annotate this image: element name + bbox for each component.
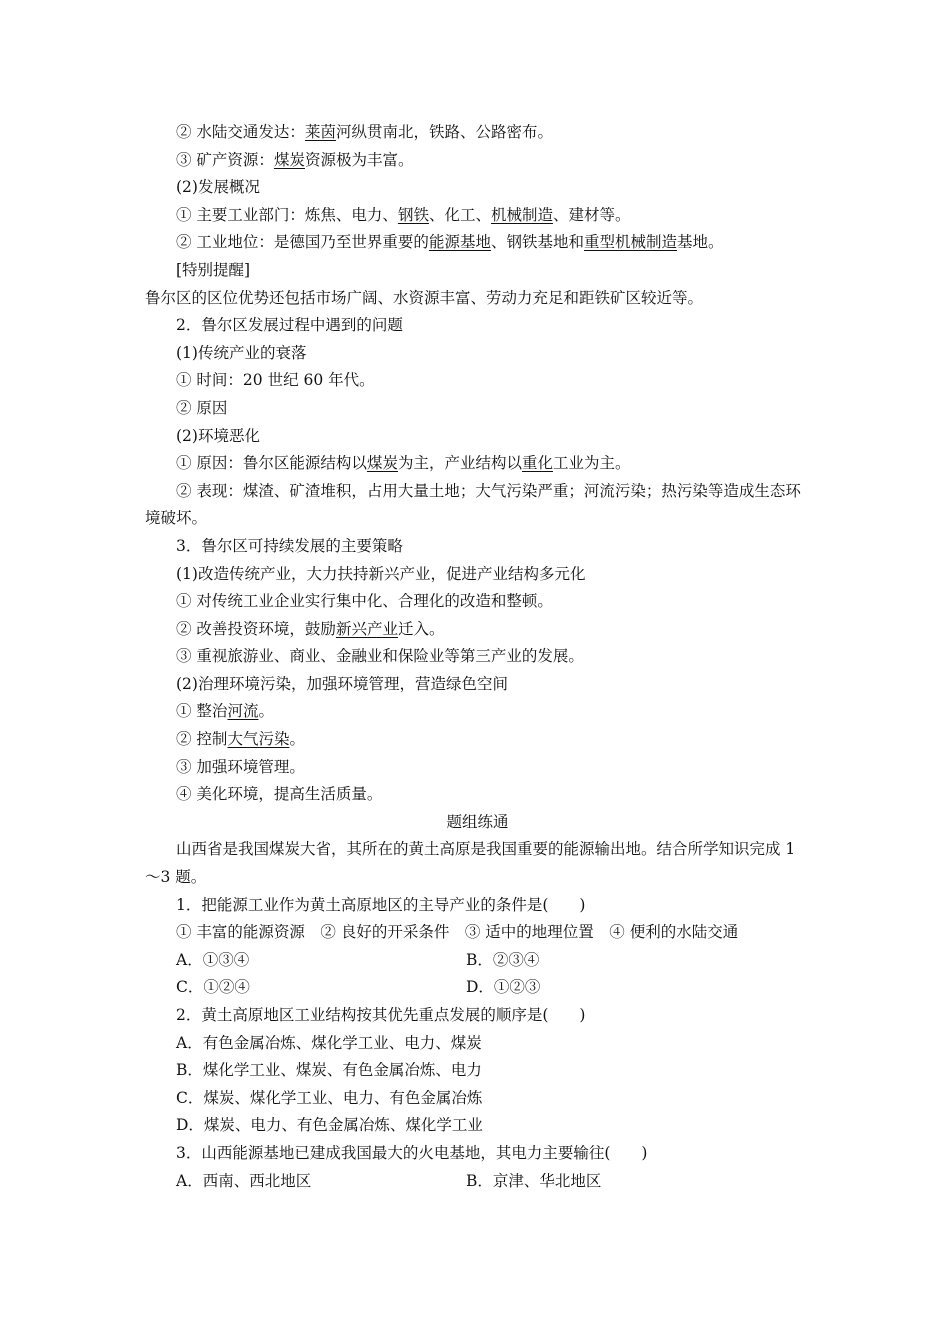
section-subheading: (1)传统产业的衰落 xyxy=(176,343,307,362)
fill-blank-answer: 莱茵 xyxy=(304,123,336,141)
text-line-env-effects: ② 表现：煤渣、矿渣堆积，占用大量土地；大气污染严重；河流污染；热污染等造成生态环境破坏。 xyxy=(145,481,801,528)
section-subheading: (2)治理环境污染，加强环境管理，营造绿色空间 xyxy=(176,674,508,693)
text-line-strategy: ② 改善投资环境，鼓励新兴产业迁入。 xyxy=(176,619,445,638)
exercise-heading: 题组练通 xyxy=(446,812,509,831)
fill-blank-answer: 新兴产业 xyxy=(335,619,398,638)
section-heading-strategies: 3．鲁尔区可持续发展的主要策略 xyxy=(176,536,403,555)
option-b[interactable]: B．煤化学工业、煤炭、有色金属冶炼、电力 xyxy=(176,1061,482,1080)
section-subheading: (1)改造传统产业，大力扶持新兴产业，促进产业结构多元化 xyxy=(176,564,586,583)
option-a[interactable]: A．有色金属冶炼、煤化学工业、电力、煤炭 xyxy=(176,1033,482,1052)
question-1-options-row xyxy=(145,947,810,975)
question-3-options-row xyxy=(145,1168,810,1196)
fill-blank-answer: 机械制造 xyxy=(490,205,553,224)
section-heading-problems: 2．鲁尔区发展过程中遇到的问题 xyxy=(176,316,403,335)
text-line-industries: ① 主要工业部门：炼焦、电力、钢铁、化工、机械制造、建材等。 xyxy=(176,205,631,224)
option-a[interactable]: A．①③④ xyxy=(176,950,250,969)
text-line-strategy: ③ 重视旅游业、商业、金融业和保险业等第三产业的发展。 xyxy=(176,647,584,666)
section-subheading: (2)发展概况 xyxy=(176,178,260,197)
fill-blank-answer: 能源基地 xyxy=(428,233,491,252)
option-d[interactable]: D．煤炭、电力、有色金属冶炼、煤化学工业 xyxy=(176,1116,483,1135)
text-line-time: ① 时间：20 世纪 60 年代。 xyxy=(176,371,375,390)
fill-blank-answer: 钢铁 xyxy=(397,205,429,224)
question-3-stem: 3．山西能源基地已建成我国最大的火电基地，其电力主要输往( ) xyxy=(176,1143,648,1162)
section-subheading: (2)环境恶化 xyxy=(176,426,260,445)
text-line-strategy: ② 控制大气污染。 xyxy=(176,730,305,749)
text-line-strategy: ① 整治河流。 xyxy=(176,702,274,721)
question-1-conditions: ① 丰富的能源资源 ② 良好的开采条件 ③ 适中的地理位置 ④ 便利的水陆交通 xyxy=(176,923,739,942)
text-line-reason: ② 原因 xyxy=(176,398,228,417)
fill-blank-answer: 煤炭 xyxy=(366,454,398,473)
document-page xyxy=(145,119,810,1195)
option-c[interactable]: C．煤炭、煤化学工业、电力、有色金属冶炼 xyxy=(176,1088,483,1107)
text-line-strategy: ④ 美化环境，提高生活质量。 xyxy=(176,785,383,804)
option-d[interactable]: D．①②③ xyxy=(466,978,541,997)
text-line-minerals: ③ 矿产资源：煤炭资源极为丰富。 xyxy=(176,150,414,169)
text-line-strategy: ③ 加强环境管理。 xyxy=(176,757,305,776)
fill-blank-answer: 大气污染 xyxy=(227,730,290,749)
question-2-stem: 2．黄土高原地区工业结构按其优先重点发展的顺序是( ) xyxy=(176,1006,586,1024)
fill-blank-answer: 河流 xyxy=(227,702,259,721)
option-b[interactable]: B．②③④ xyxy=(466,950,540,969)
option-b[interactable]: B．京津、华北地区 xyxy=(466,1171,602,1190)
fill-blank-answer: 重化 xyxy=(521,454,553,473)
special-reminder-label: [特别提醒] xyxy=(176,260,251,279)
exercise-intro: 山西省是我国煤炭大省，其所在的黄土高原是我国重要的能源输出地。结合所学知识完成 1～3 题。 xyxy=(145,840,796,887)
text-line-env-reason: ① 原因：鲁尔区能源结构以煤炭为主，产业结构以重化工业为主。 xyxy=(176,454,631,473)
text-line-strategy: ① 对传统工业企业实行集中化、合理化的改造和整顿。 xyxy=(176,592,553,611)
special-reminder-text: 鲁尔区的区位优势还包括市场广阔、水资源丰富、劳动力充足和距铁矿区较近等。 xyxy=(145,288,704,307)
question-1-options-row xyxy=(145,974,810,1002)
text-line-transport: ② 水陆交通发达：莱茵河纵贯南北，铁路、公路密布。 xyxy=(176,123,553,141)
option-c[interactable]: C．①②④ xyxy=(176,978,250,997)
question-1-stem: 1．把能源工业作为黄土高原地区的主导产业的条件是( ) xyxy=(176,895,586,914)
fill-blank-answer: 煤炭 xyxy=(273,150,305,169)
option-a[interactable]: A．西南、西北地区 xyxy=(176,1171,312,1190)
fill-blank-answer: 重型机械制造 xyxy=(583,233,677,252)
text-line-status: ② 工业地位：是德国乃至世界重要的能源基地、钢铁基地和重型机械制造基地。 xyxy=(176,233,724,252)
